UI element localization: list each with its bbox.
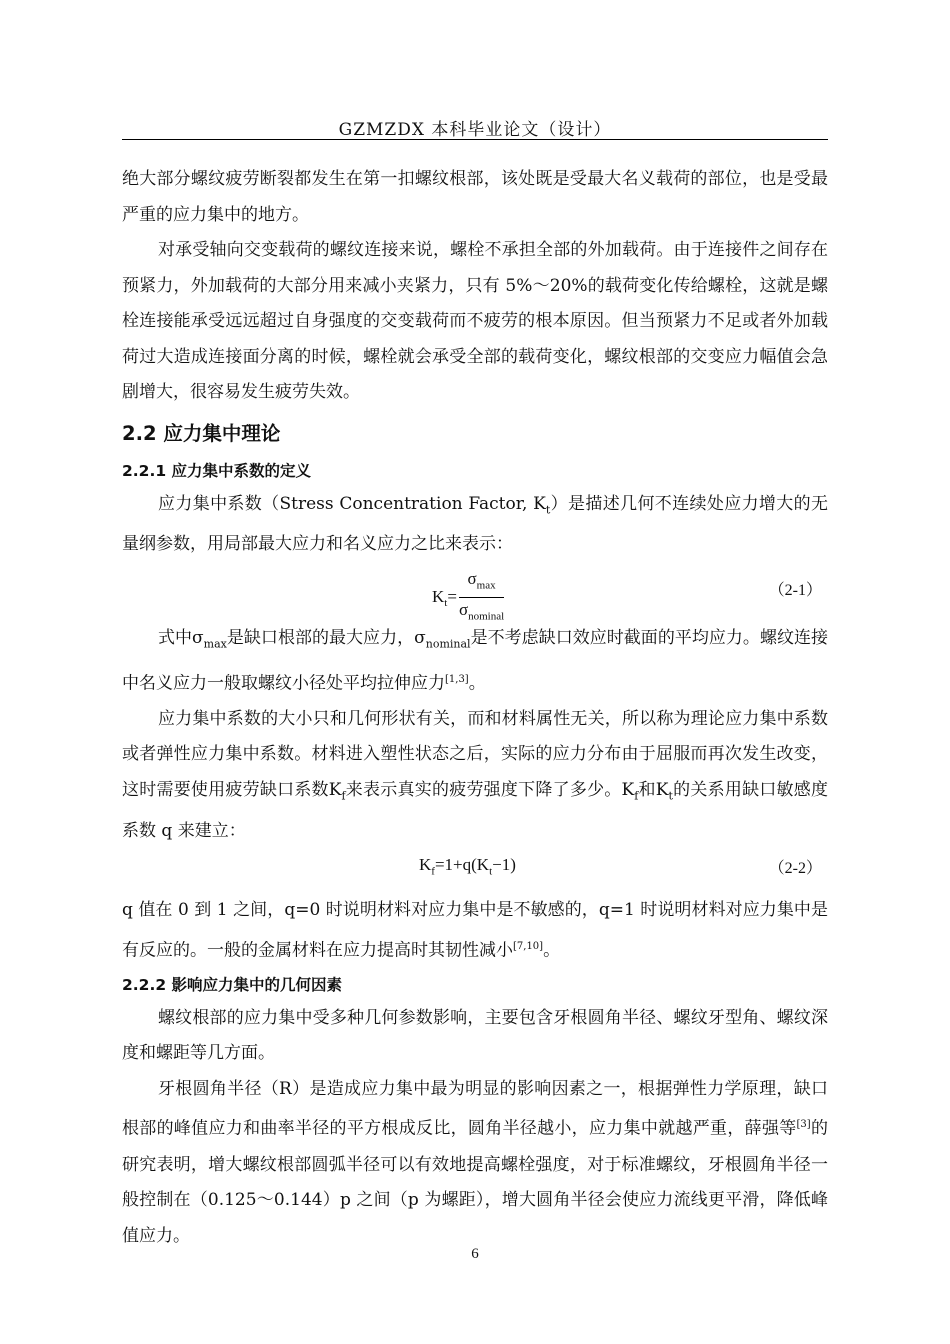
text: 牙根圆角半径（R）是造成应力集中最为明显的影响因素之一，根据弹性力学原理，缺口根部的峰值应力和曲率半径的平方根成反比，圆角半径越小，应力集中就越严重，薛强等 xyxy=(122,1078,828,1140)
paragraph-6 xyxy=(122,893,828,969)
text: 。 xyxy=(543,940,561,961)
citation: [3] xyxy=(796,1119,811,1131)
citation: [1,3] xyxy=(445,673,469,685)
subscript: t xyxy=(668,789,673,803)
subscript: t xyxy=(545,502,551,516)
text: 的关系用缺口敏感度系数 q 来建立： xyxy=(122,779,829,841)
page-header: GZMZDX 本科毕业论文（设计） xyxy=(338,120,612,140)
text: 应力集中系数的大小只和几何形状有关，而和材料属性无关，所以称为理论应力集中系数或者弹性应力集中系数。材料进入塑性状态之后，实际的应力分布由于屈服而再次发生改变，这时需要使用疲劳缺口系数K xyxy=(122,708,828,800)
subsection-heading-2-2-1: 2.2.1 应力集中系数的定义 xyxy=(122,461,312,480)
eq-sub: t xyxy=(489,865,493,878)
text: 是不考虑缺口效应时截面的平均应力。螺纹连接中名义应力一般取螺纹小径处平均拉伸应力 xyxy=(122,627,829,694)
eq-lhs-sub: t xyxy=(444,597,448,610)
fraction xyxy=(459,569,504,627)
eq-part: K xyxy=(419,855,432,875)
text: 和K xyxy=(638,779,669,800)
text: q 值在 0 到 1 之间，q=0 时说明材料对应力集中是不敏感的，q=1 时说明材料对应力集中是有反应的。一般的金属材料在应力提高时其韧性减小 xyxy=(122,900,828,961)
paragraph-5 xyxy=(122,702,828,849)
citation: [7,10] xyxy=(513,940,544,952)
text: 是缺口根部的最大应力，σ xyxy=(226,627,426,648)
eq-lhs: K xyxy=(432,586,445,606)
sigma: σ xyxy=(458,600,469,620)
text: 应力集中系数（Stress Concentration Factor, K xyxy=(158,493,546,514)
equation-body xyxy=(419,855,516,877)
equation-2-2 xyxy=(122,849,828,893)
paragraph-2: 对承受轴向交变载荷的螺纹连接来说，螺栓不承担全部的外加载荷。由于连接件之间存在预紧力，外加载荷的大部分用来减小夹紧力，只有 5%～20%的载荷变化传给螺栓，这就是螺栓连接能承受远远超过自身强度的交变载荷而不疲劳的根本原因。但当预紧力不足或者外加载荷过大造成连接面分离的时候，螺栓就会承受全部的载荷变化，螺纹根部的交变应力幅值会急剧增大，很容易发生疲劳失效。 xyxy=(122,240,828,402)
subsection-heading-2-2-2: 2.2.2 影响应力集中的几何因素 xyxy=(122,975,343,994)
section-heading-2-2: 2.2 应力集中理论 xyxy=(122,421,281,445)
equation-body xyxy=(432,569,504,627)
eq-sub: f xyxy=(431,865,435,878)
fraction-numerator xyxy=(459,569,504,598)
sigma: σ xyxy=(467,568,477,588)
paragraph-1: 绝大部分螺纹疲劳断裂都发生在第一扣螺纹根部，该处既是受最大名义载荷的部位，也是受最严重的应力集中的地方。 xyxy=(122,169,828,225)
page-number: 6 xyxy=(471,1246,479,1262)
text: ）是描述几何不连续处应力增大的无量纲参数，用局部最大应力和名义应力之比来表示： xyxy=(122,493,829,555)
eq-part: =1+q(K xyxy=(434,855,490,875)
subscript: max xyxy=(203,637,227,651)
eq-sign: = xyxy=(447,586,457,606)
paragraph-4 xyxy=(122,621,828,702)
header-rule xyxy=(122,139,828,140)
equation-number: （2-2） xyxy=(768,860,822,878)
paragraph-7: 螺纹根部的应力集中受多种几何参数影响，主要包含牙根圆角半径、螺纹牙型角、螺纹深度和螺距等几方面。 xyxy=(122,1007,828,1064)
equation-2-1 xyxy=(122,563,828,621)
subscript: f xyxy=(634,789,639,803)
subscript: nominal xyxy=(425,637,471,651)
paragraph-8 xyxy=(122,1072,828,1254)
fraction-denominator xyxy=(459,598,504,626)
paragraph-3 xyxy=(122,487,828,563)
subscript: f xyxy=(341,789,346,803)
body-text xyxy=(122,162,828,1254)
eq-part: −1) xyxy=(492,855,516,875)
num-sub: max xyxy=(476,579,496,592)
den-sub: nominal xyxy=(468,610,505,623)
text: 的研究表明，增大螺纹根部圆弧半径可以有效地提高螺栓强度，对于标准螺纹，牙根圆角半径一般控制在（0.125～0.144）p 之间（p 为螺距），增大圆角半径会使应力流线更平滑，降低峰值应力。 xyxy=(122,1119,828,1246)
text: 式中σ xyxy=(158,627,204,648)
text: 。 xyxy=(468,673,486,694)
text: 来表示真实的疲劳强度下降了多少。K xyxy=(345,779,635,800)
equation-number: （2-1） xyxy=(768,581,822,599)
